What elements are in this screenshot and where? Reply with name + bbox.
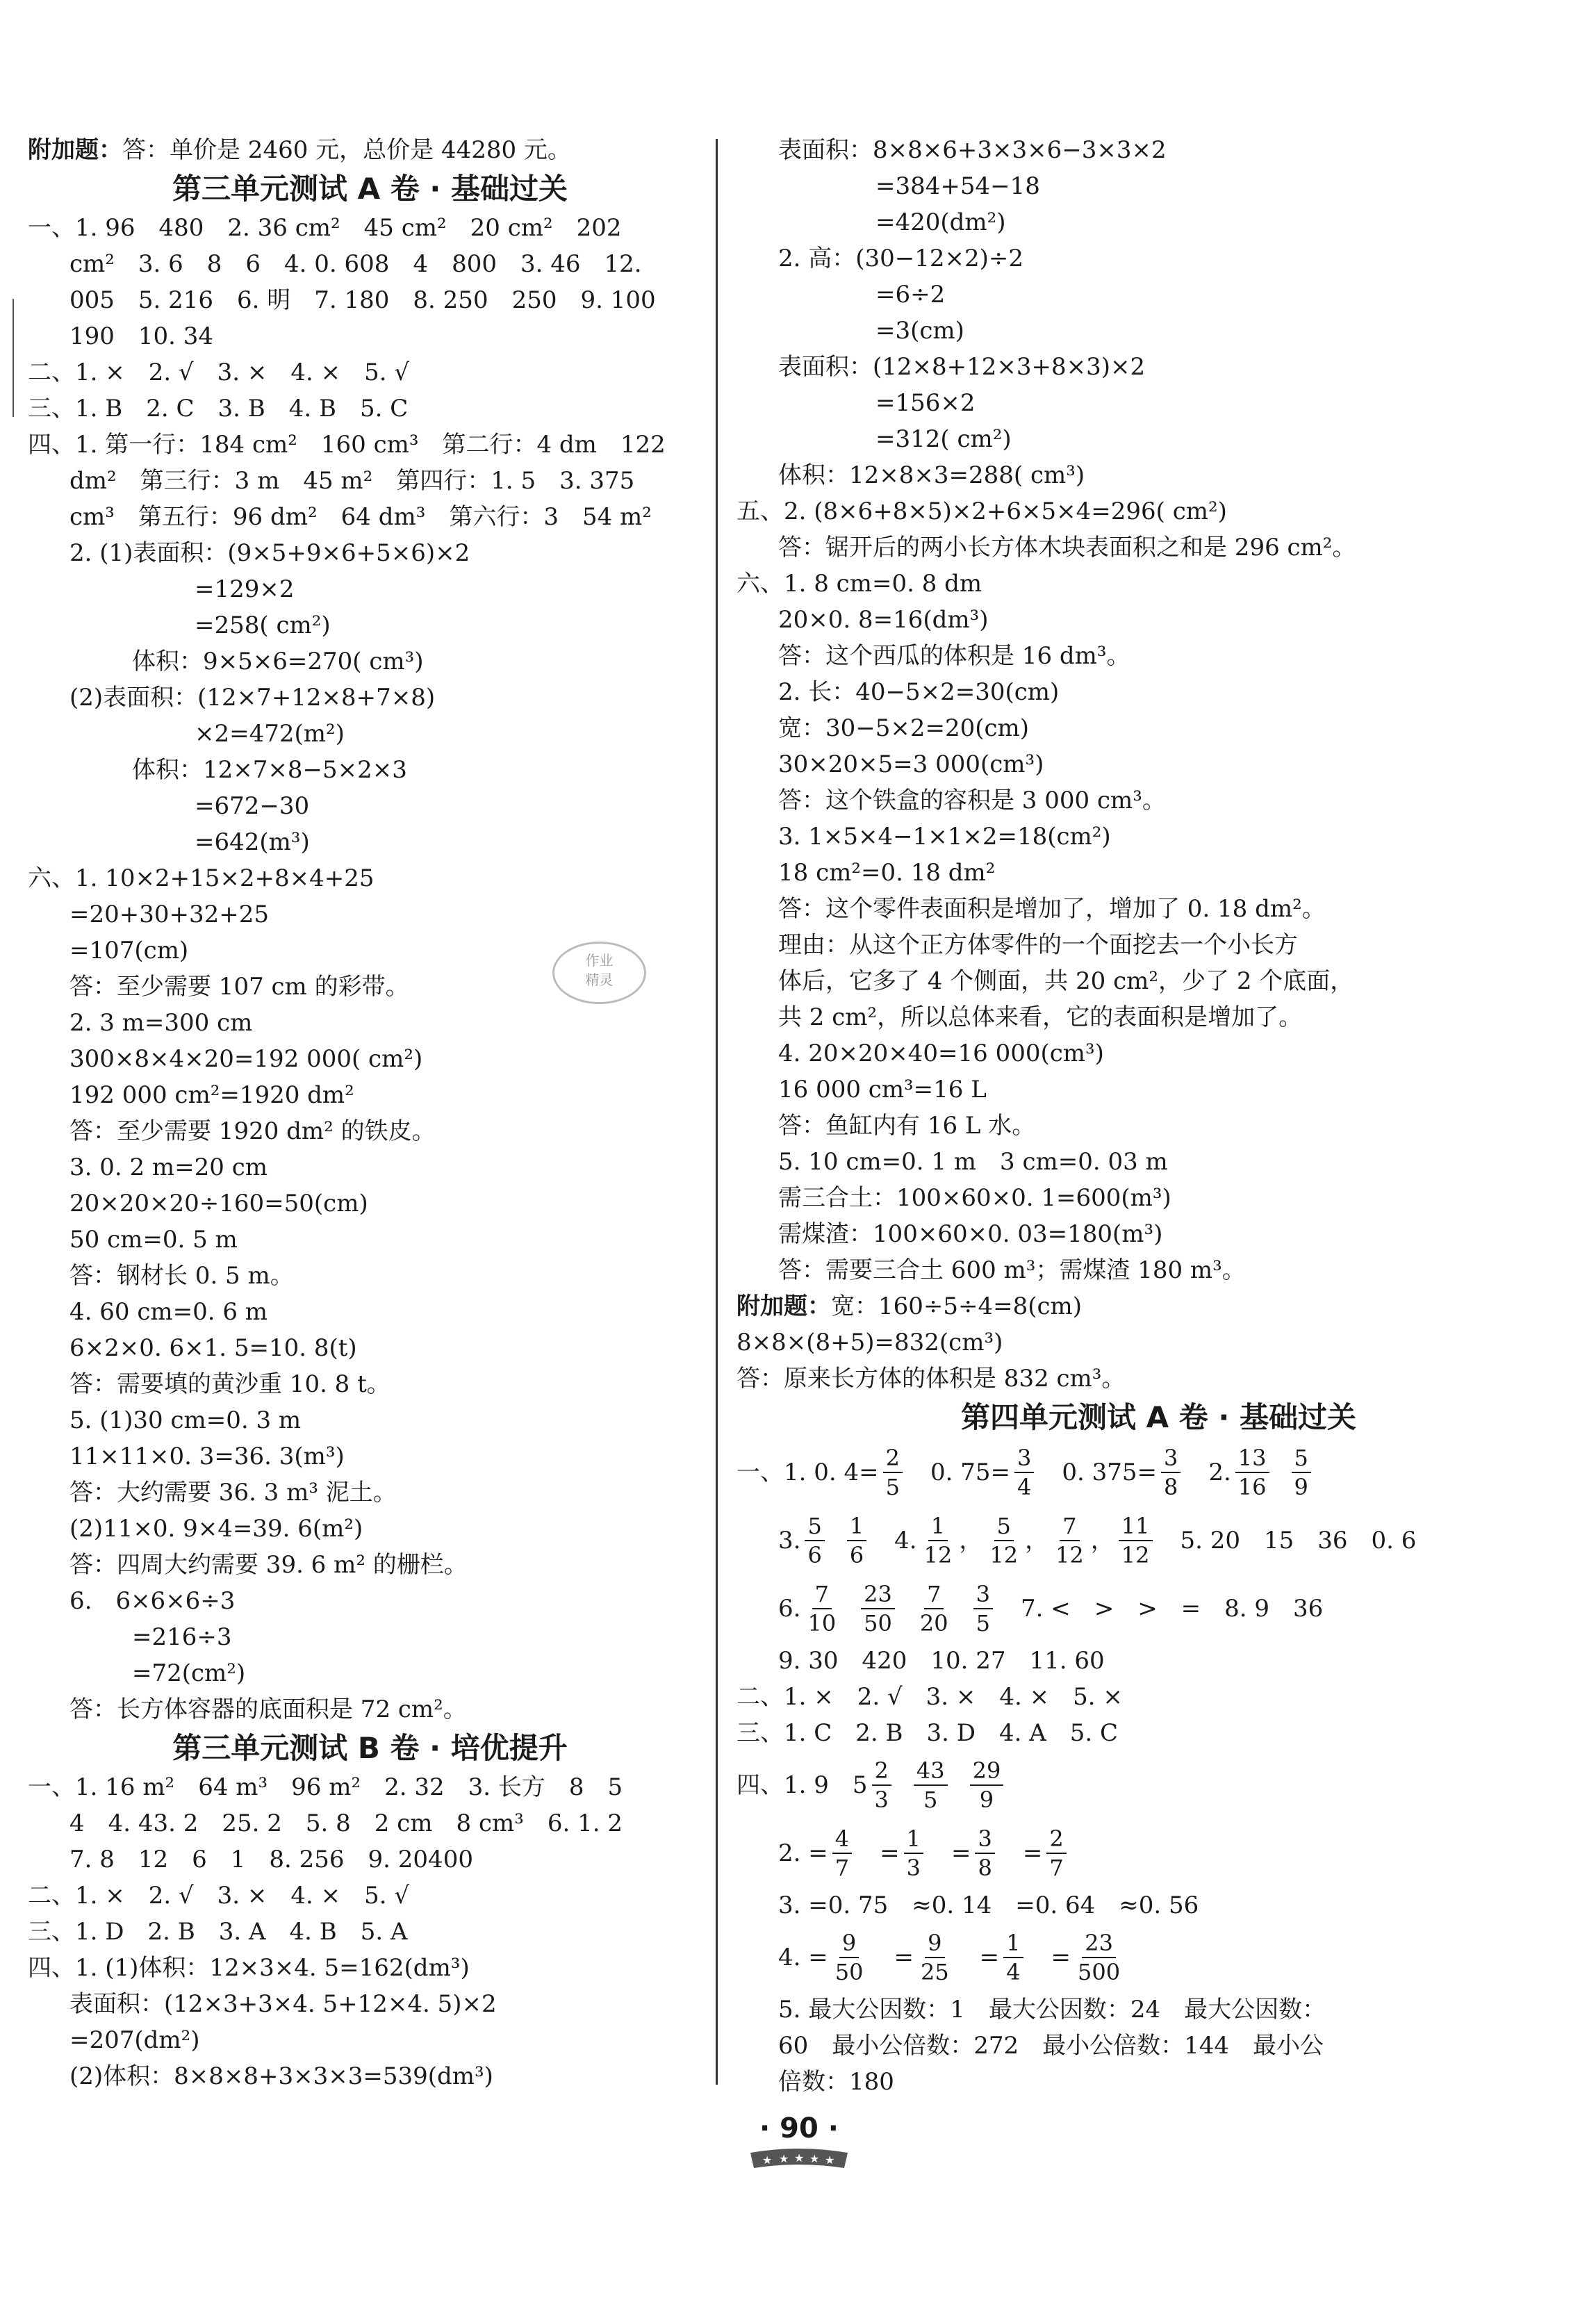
answer-line: 答：至少需要 107 cm 的彩带。 (69, 973, 409, 1001)
answer-line: 答：锯开后的两小长方体木块表面积之和是 296 cm²。 (778, 534, 1356, 561)
bonus-answer: 附加题：答：单价是 2460 元，总价是 44280 元。 (28, 136, 571, 164)
answer-line: 三、1. C 2. B 3. D 4. A 5. C (737, 1719, 1119, 1747)
answer-line: 六、1. 8 cm=0. 8 dm (737, 570, 982, 598)
section-heading-4a: 第四单元测试 A 卷 · 基础过关 (961, 1400, 1356, 1434)
answer-line: 理由：从这个正方体零件的一个面挖去一个小长方 (778, 931, 1298, 959)
answer-line: 三、1. D 2. B 3. A 4. B 5. A (28, 1918, 408, 1946)
answer-line: =672−30 (195, 792, 310, 820)
answer-line: =642(m³) (195, 828, 310, 856)
answer-line: 需煤渣：100×60×0. 03=180(m³) (778, 1220, 1163, 1248)
svg-text:★: ★ (794, 2151, 805, 2165)
answer-line: dm² 第三行：3 m 45 m² 第四行：1. 5 3. 375 (69, 467, 635, 495)
answer-line: 答：长方体容器的底面积是 72 cm²。 (69, 1696, 467, 1723)
fraction: $\frac{5}{6}$ (805, 1512, 824, 1569)
fraction-line: 6. $\frac{7}{10}$ $\frac{23}{50}$ $\frac{7}{20}$ $\frac{3}{5}$ 7. < > > = 8. 9 36 (778, 1581, 1324, 1636)
fraction-line: 四、1. 9 5 $\frac{2}{3}$ $\frac{43}{5}$ $\frac{29}{9}$ (737, 1751, 1581, 1819)
fraction: $\frac{43}{5}$ (914, 1757, 948, 1814)
answer-line: =107(cm) (69, 937, 189, 965)
answer-line: cm² 3. 6 8 6 4. 0. 608 4 800 3. 46 12. (69, 250, 642, 278)
fraction: $\frac{1}{12}$ (923, 1513, 953, 1568)
answer-line: 表面积：(12×8+12×3+8×3)×2 (778, 353, 1146, 381)
answer-line: 11×11×0. 3=36. 3(m³) (69, 1443, 345, 1470)
fraction: $\frac{3}{4}$ (1014, 1444, 1034, 1501)
answer-line: 7. 8 12 6 1 8. 256 9. 20400 (69, 1846, 473, 1873)
answer-line: 六、1. 10×2+15×2+8×4+25 (28, 864, 375, 892)
fraction-line: 3. $\frac{5}{6}$ $\frac{1}{6}$ 4. $\frac{1}{12}$ ， $\frac{5}{12}$ ， $\frac{7}{12}$ ， $\frac{11}{12}$ 5. 20 15 36 0. 6 (778, 1513, 1417, 1568)
answer-line: 18 cm²=0. 18 dm² (778, 859, 996, 887)
answer-line: 2. 高：(30−12×2)÷2 (778, 245, 1024, 272)
answer-line: =216÷3 (132, 1623, 232, 1651)
answer-line: 表面积：8×8×6+3×3×6−3×3×2 (778, 136, 1167, 164)
answer-line: 答：需要填的黄沙重 10. 8 t。 (69, 1370, 390, 1398)
answer-line: 4 4. 43. 2 25. 2 5. 8 2 cm 8 cm³ 6. 1. 2 (69, 1809, 623, 1837)
answer-line: =258( cm²) (195, 612, 331, 639)
answer-line: (2)11×0. 9×4=39. 6(m²) (69, 1515, 363, 1543)
answer-line: 宽：30−5×2=20(cm) (778, 714, 1030, 742)
answer-line: =129×2 (195, 575, 295, 603)
answer-line: 三、1. B 2. C 3. B 4. B 5. C (28, 395, 409, 422)
svg-text:★: ★ (762, 2153, 773, 2167)
answer-line: 6×2×0. 6×1. 5=10. 8(t) (69, 1334, 357, 1362)
fraction: $\frac{3}{5}$ (973, 1580, 993, 1637)
answer-line: 答：至少需要 1920 dm² 的铁皮。 (69, 1117, 436, 1145)
fraction: $\frac{9}{25}$ (920, 1930, 949, 1985)
answer-line: 9. 30 420 10. 27 11. 60 (778, 1647, 1105, 1675)
answer-line: 4. 60 cm=0. 6 m (69, 1298, 268, 1326)
answer-line: 体后，它多了 4 个侧面，共 20 cm²，少了 2 个底面， (778, 967, 1354, 995)
fraction: $\frac{2}{3}$ (872, 1757, 891, 1814)
answer-line: 答：原来长方体的体积是 832 cm³。 (737, 1365, 1126, 1393)
fraction: $\frac{23}{500}$ (1078, 1930, 1121, 1985)
fraction: $\frac{5}{12}$ (989, 1513, 1019, 1568)
fraction: $\frac{7}{10}$ (807, 1581, 837, 1636)
answer-line: 四、1. (1)体积：12×3×4. 5=162(dm³) (28, 1954, 470, 1982)
answer-line: cm³ 第五行：96 dm² 64 dm³ 第六行：3 54 m² (69, 503, 652, 531)
answer-line: 共 2 cm²，所以总体来看，它的表面积是增加了。 (778, 1003, 1303, 1031)
bonus-answer: 附加题：宽：160÷5÷4=8(cm) (737, 1292, 1083, 1320)
fraction: $\frac{23}{50}$ (861, 1580, 895, 1637)
answer-line: 2. 3 m=300 cm (69, 1009, 253, 1037)
fraction: $\frac{9}{50}$ (834, 1930, 864, 1985)
answer-line: (2)体积：8×8×8+3×3×3=539(dm³) (69, 2062, 493, 2090)
answer-line: 答：四周大约需要 39. 6 m² 的栅栏。 (69, 1551, 468, 1579)
answer-line: 答：鱼缸内有 16 L 水。 (778, 1112, 1036, 1140)
answer-line: 答：这个西瓜的体积是 16 dm³。 (778, 642, 1130, 670)
answer-line: 体积：12×7×8−5×2×3 (132, 756, 407, 784)
answer-line: 8×8×(8+5)=832(cm³) (737, 1329, 1003, 1356)
fraction: $\frac{1}{6}$ (847, 1512, 866, 1569)
column-divider (716, 139, 718, 2085)
answer-line: =420(dm²) (875, 208, 1006, 236)
answer-line: 二、1. × 2. √ 3. × 4. × 5. × (737, 1683, 1123, 1711)
answer-line: (2)表面积：(12×7+12×8+7×8) (69, 684, 436, 712)
answer-line: 二、1. × 2. √ 3. × 4. × 5. √ (28, 359, 410, 386)
answer-line: 50 cm=0. 5 m (69, 1226, 238, 1254)
answer-line: 192 000 cm²=1920 dm² (69, 1081, 354, 1109)
answer-line: 四、1. 第一行：184 cm² 160 cm³ 第二行：4 dm 122 (28, 431, 666, 459)
answer-line: 答：需要三合土 600 m³；需煤渣 180 m³。 (778, 1256, 1246, 1284)
answer-line: ×2=472(m²) (195, 720, 345, 748)
answer-line: =384+54−18 (875, 172, 1040, 200)
answer-line: 需三合土：100×60×0. 1=600(m³) (778, 1184, 1171, 1212)
answer-line: 答：这个零件表面积是增加了，增加了 0. 18 dm²。 (778, 895, 1326, 923)
answer-line: 体积：9×5×6=270( cm³) (132, 648, 424, 675)
answer-line: 体积：12×8×3=288( cm³) (778, 461, 1085, 489)
fraction: $\frac{5}{9}$ (1292, 1444, 1311, 1501)
answer-line: 二、1. × 2. √ 3. × 4. × 5. √ (28, 1882, 410, 1910)
answer-line: 005 5. 216 6. 明 7. 180 8. 250 250 9. 100 (69, 286, 656, 314)
section-heading-3b: 第三单元测试 B 卷 · 培优提升 (172, 1731, 568, 1765)
answer-line: 20×20×20÷160=50(cm) (69, 1190, 368, 1217)
answer-line: 300×8×4×20=192 000( cm²) (69, 1045, 423, 1073)
watermark-stamp: 作业 精灵 (552, 942, 646, 1004)
answer-line: 2. 长：40−5×2=30(cm) (778, 678, 1060, 706)
left-column (28, 132, 712, 2094)
fraction: $\frac{3}{8}$ (1161, 1444, 1180, 1501)
answer-line: =6÷2 (875, 281, 946, 309)
section-heading-3a: 第三单元测试 A 卷 · 基础过关 (172, 172, 568, 206)
answer-line: =72(cm²) (132, 1659, 246, 1687)
margin-mark (13, 299, 14, 417)
svg-text:★: ★ (825, 2153, 835, 2167)
fraction: $\frac{7}{20}$ (919, 1581, 948, 1636)
answer-line: 一、1. 16 m² 64 m³ 96 m² 2. 32 3. 长方 8 5 (28, 1773, 623, 1801)
svg-text:★: ★ (779, 2152, 789, 2165)
answer-line: 20×0. 8=16(dm³) (778, 606, 989, 634)
fraction: $\frac{13}{16}$ (1235, 1444, 1269, 1501)
answer-line: =156×2 (875, 389, 976, 417)
fraction: $\frac{3}{8}$ (975, 1825, 994, 1882)
answer-line: 60 最小公倍数：272 最小公倍数：144 最小公 (778, 2032, 1324, 2060)
answer-line: 190 10. 34 (69, 322, 214, 350)
answer-line: =3(cm) (875, 317, 964, 345)
answer-line: 一、1. 96 480 2. 36 cm² 45 cm² 20 cm² 202 (28, 214, 622, 242)
answer-line: 答：钢材长 0. 5 m。 (69, 1262, 294, 1290)
fraction-line: 一、1. 0. 4= $\frac{2}{5}$ 0. 75= $\frac{3}{4}$ 0. 375= $\frac{3}{8}$ 2. $\frac{13}{16}$ $\frac{5}{9}$ (737, 1438, 1581, 1507)
fraction: $\frac{4}{7}$ (832, 1825, 852, 1882)
fraction: $\frac{2}{5}$ (883, 1444, 903, 1501)
answer-line: =20+30+32+25 (69, 901, 270, 928)
answer-line: 5. 10 cm=0. 1 m 3 cm=0. 03 m (778, 1148, 1168, 1176)
answer-line: 3. 0. 2 m=20 cm (69, 1154, 268, 1181)
fraction: $\frac{1}{3}$ (904, 1825, 923, 1882)
fraction: $\frac{11}{12}$ (1119, 1512, 1153, 1569)
answer-line: 5. (1)30 cm=0. 3 m (69, 1406, 302, 1434)
fraction: $\frac{1}{4}$ (1003, 1929, 1023, 1986)
answer-line: 2. (1)表面积：(9×5+9×6+5×6)×2 (69, 539, 470, 567)
fraction: $\frac{29}{9}$ (970, 1757, 1004, 1814)
answer-line: 答：大约需要 36. 3 m³ 泥土。 (69, 1479, 397, 1507)
answer-line: 3. 1×5×4−1×1×2=18(cm²) (778, 823, 1111, 851)
star-banner-icon (747, 2147, 851, 2175)
fraction-line: 4. = $\frac{9}{50}$ = $\frac{9}{25}$ = $\frac{1}{4}$ = $\frac{23}{500}$ (737, 1923, 1581, 1992)
answer-line: 答：这个铁盒的容积是 3 000 cm³。 (778, 787, 1166, 814)
fraction-line: 2. = $\frac{4}{7}$ = $\frac{1}{3}$ = $\frac{3}{8}$ = $\frac{2}{7}$ (737, 1819, 1581, 1887)
answer-line: 16 000 cm³=16 L (778, 1076, 987, 1103)
fraction: $\frac{7}{12}$ (1055, 1513, 1084, 1568)
answer-line: 6. 6×6×6÷3 (69, 1587, 236, 1615)
answer-line: =207(dm²) (69, 2026, 200, 2054)
answer-line: 4. 20×20×40=16 000(cm³) (778, 1040, 1104, 1067)
right-column (737, 132, 1581, 2100)
answer-line: 表面积：(12×3+3×4. 5+12×4. 5)×2 (69, 1990, 497, 2018)
answer-line: 五、2. (8×6+8×5)×2+6×5×4=296( cm²) (737, 498, 1227, 525)
answer-line: 3. =0. 75 ≈0. 14 =0. 64 ≈0. 56 (778, 1891, 1199, 1919)
answer-line: =312( cm²) (875, 425, 1012, 453)
svg-text:★: ★ (809, 2152, 820, 2165)
answer-line: 倍数：180 (778, 2068, 894, 2096)
fraction: $\frac{2}{7}$ (1046, 1825, 1066, 1882)
answer-line: 30×20×5=3 000(cm³) (778, 750, 1044, 778)
answer-line: 5. 最大公因数：1 最大公因数：24 最大公因数： (778, 1996, 1326, 2024)
page-number: · 90 · (759, 2112, 839, 2144)
